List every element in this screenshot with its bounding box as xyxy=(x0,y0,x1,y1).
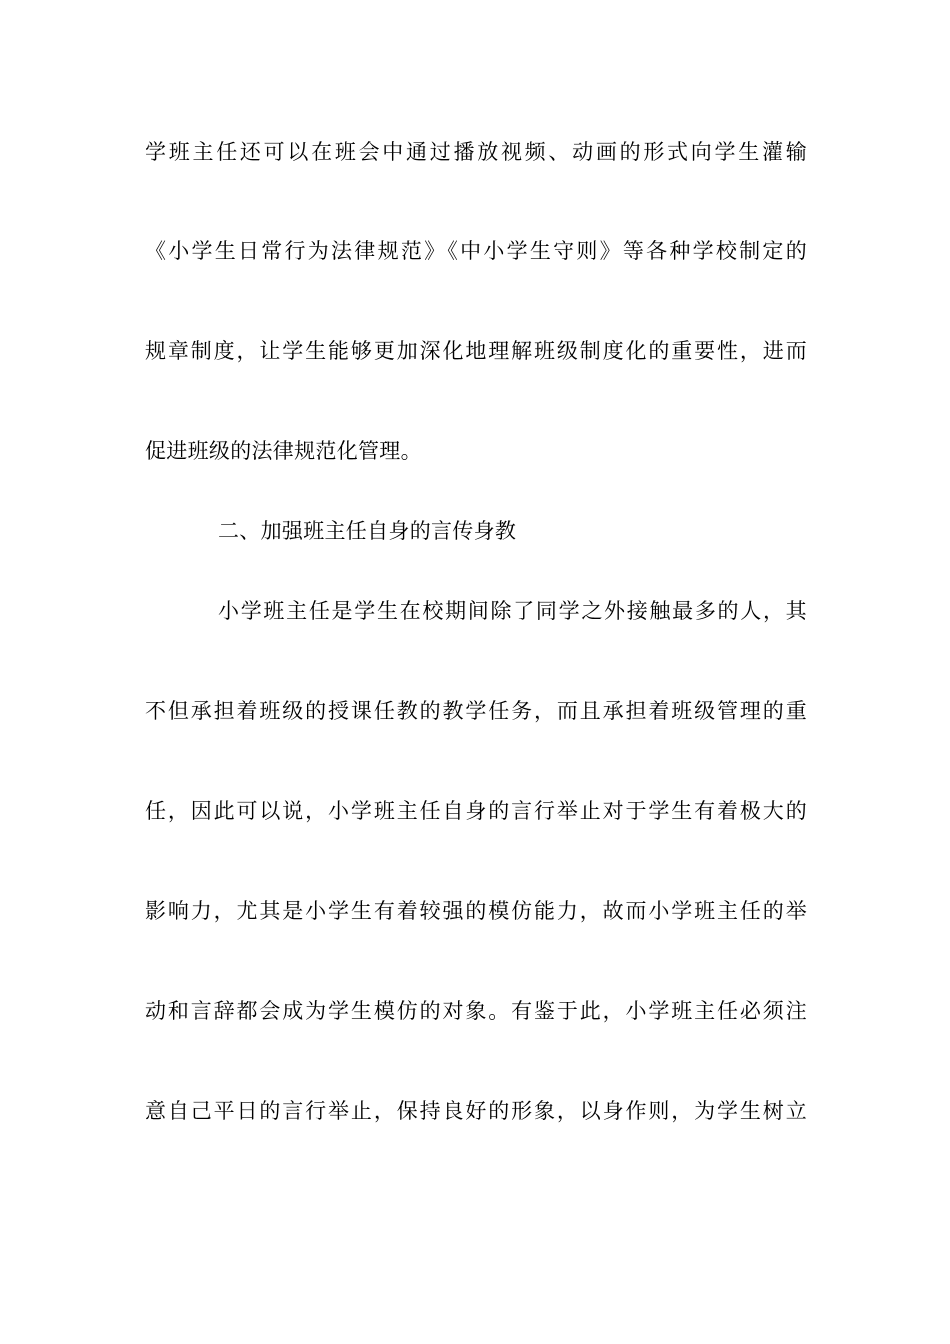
paragraph-line: 意自己平日的言行举止，保持良好的形象，以身作则，为学生树立 xyxy=(145,1099,807,1123)
paragraph-line: 不但承担着班级的授课任教的教学任务，而且承担着班级管理的重 xyxy=(145,699,807,723)
paragraph-line: 影响力，尤其是小学生有着较强的模仿能力，故而小学班主任的举 xyxy=(145,899,807,923)
paragraph-line: 任，因此可以说，小学班主任自身的言行举止对于学生有着极大的 xyxy=(145,799,807,823)
paragraph-line: 动和言辞都会成为学生模仿的对象。有鉴于此，小学班主任必须注 xyxy=(145,999,807,1023)
paragraph-line: 促进班级的法律规范化管理。 xyxy=(145,439,422,463)
section-heading: 二、加强班主任自身的言传身教 xyxy=(218,519,517,543)
paragraph-line: 学班主任还可以在班会中通过播放视频、动画的形式向学生灌输 xyxy=(145,140,807,164)
paragraph-line: 《小学生日常行为法律规范》《中小学生守则》等各种学校制定的 xyxy=(145,239,807,263)
paragraph-line: 规章制度，让学生能够更加深化地理解班级制度化的重要性，进而 xyxy=(145,339,807,363)
paragraph-line: 小学班主任是学生在校期间除了同学之外接触最多的人，其 xyxy=(218,599,807,623)
